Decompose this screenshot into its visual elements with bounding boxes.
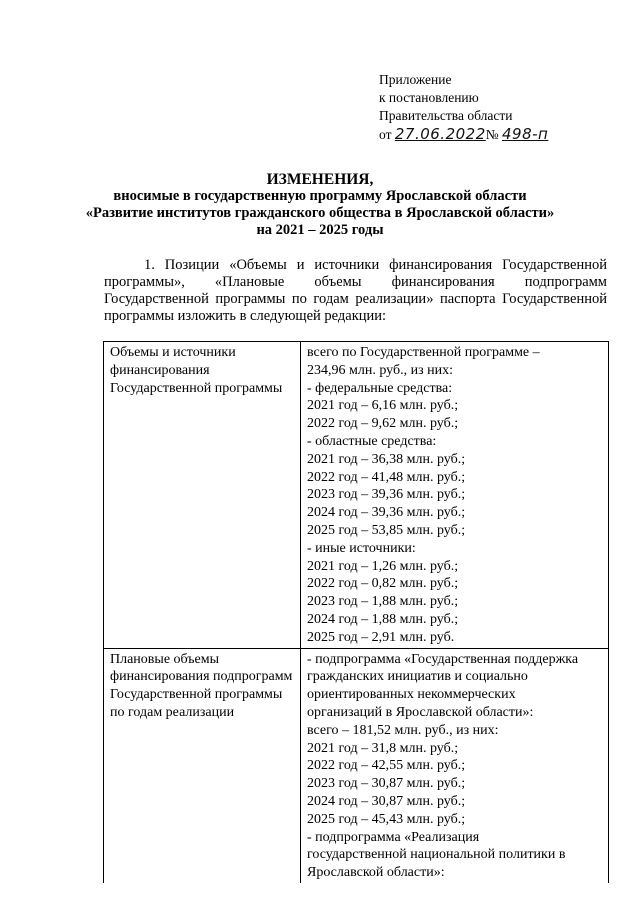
title-heading: ИЗМЕНЕНИЯ, — [266, 171, 374, 188]
row1-content — [301, 342, 609, 649]
row2-line: всего – 181,52 млн. руб., из них: — [307, 722, 499, 738]
row1-line: 2021 год – 6,16 млн. руб.; — [307, 398, 459, 414]
row2-line: 2024 год – 30,87 млн. руб.; — [307, 793, 466, 809]
appendix-block — [379, 71, 609, 144]
from-label: от — [379, 127, 392, 142]
row1-line: 2022 год – 41,48 млн. руб.; — [307, 469, 466, 485]
intro-paragraph: 1. Позиции «Объемы и источники финансирования Государственной программы», «Плановые объемы финансирования подпрограмм Государственной программы по годам реализации» паспорта Государственной программы изложить в следующей редакции: — [104, 257, 607, 324]
row1-line: 2025 год – 53,85 млн. руб.; — [307, 522, 466, 538]
row2-line: ориентированных некоммерческих — [307, 687, 516, 703]
row1-line: - областные средства: — [307, 433, 437, 449]
table-row — [104, 342, 609, 649]
passport-table — [103, 341, 609, 883]
title-line-4: на 2021 – 2025 годы — [256, 222, 384, 238]
row1-label: Объемы и источники финансирования Государственной программы — [104, 342, 301, 649]
row1-line: 2021 год – 36,38 млн. руб.; — [307, 451, 466, 467]
row1-line: 234,96 млн. руб., из них: — [307, 362, 453, 378]
title-line-3: «Развитие институтов гражданского общества в Ярославской области» — [85, 205, 555, 221]
appendix-line-3: Правительства области — [379, 108, 513, 123]
row1-line: 2023 год – 1,88 млн. руб.; — [307, 594, 459, 610]
row2-line: - подпрограмма «Реализация — [307, 829, 480, 845]
row2-line: - подпрограмма «Государственная поддержка — [307, 651, 579, 667]
row2-content — [301, 648, 609, 883]
row2-line: 2022 год – 42,55 млн. руб.; — [307, 758, 466, 774]
row1-line: 2021 год – 1,26 млн. руб.; — [307, 558, 459, 574]
row2-label: Плановые объемы финансирования подпрограмм Государственной программы по годам реализации — [104, 648, 301, 883]
row2-line: государственной национальной политики в — [307, 847, 566, 863]
appendix-line-2: к постановлению — [379, 90, 479, 105]
row1-line: всего по Государственной программе – — [307, 345, 540, 360]
table-row — [104, 648, 609, 883]
number-label: № — [485, 127, 499, 142]
row2-line: 2025 год – 45,43 млн. руб.; — [307, 811, 466, 827]
row1-line: 2025 год – 2,91 млн. руб. — [307, 629, 455, 645]
row2-line: организаций в Ярославской области»: — [307, 704, 534, 720]
document-title — [80, 171, 560, 239]
row2-line: Ярославской области»: — [307, 865, 445, 881]
row1-line: 2022 год – 0,82 млн. руб.; — [307, 576, 459, 592]
row2-line: 2023 год – 30,87 млн. руб.; — [307, 776, 466, 792]
row2-line: 2021 год – 31,8 млн. руб.; — [307, 740, 459, 756]
handwritten-number: 498-п — [502, 125, 549, 143]
appendix-line-1: Приложение — [379, 72, 452, 87]
row1-line: 2024 год – 39,36 млн. руб.; — [307, 505, 466, 521]
row1-line: 2022 год – 9,62 млн. руб.; — [307, 416, 459, 432]
row1-line: 2023 год – 39,36 млн. руб.; — [307, 487, 466, 503]
row2-line: гражданских инициатив и социально — [307, 669, 528, 685]
row1-line: - федеральные средства: — [307, 380, 453, 396]
row1-line: 2024 год – 1,88 млн. руб.; — [307, 611, 459, 627]
handwritten-date: 27.06.2022 — [394, 125, 486, 143]
row1-line: - иные источники: — [307, 540, 416, 556]
appendix-line-4 — [379, 125, 609, 144]
title-line-2: вносимые в государственную программу Ярославской области — [113, 188, 527, 204]
